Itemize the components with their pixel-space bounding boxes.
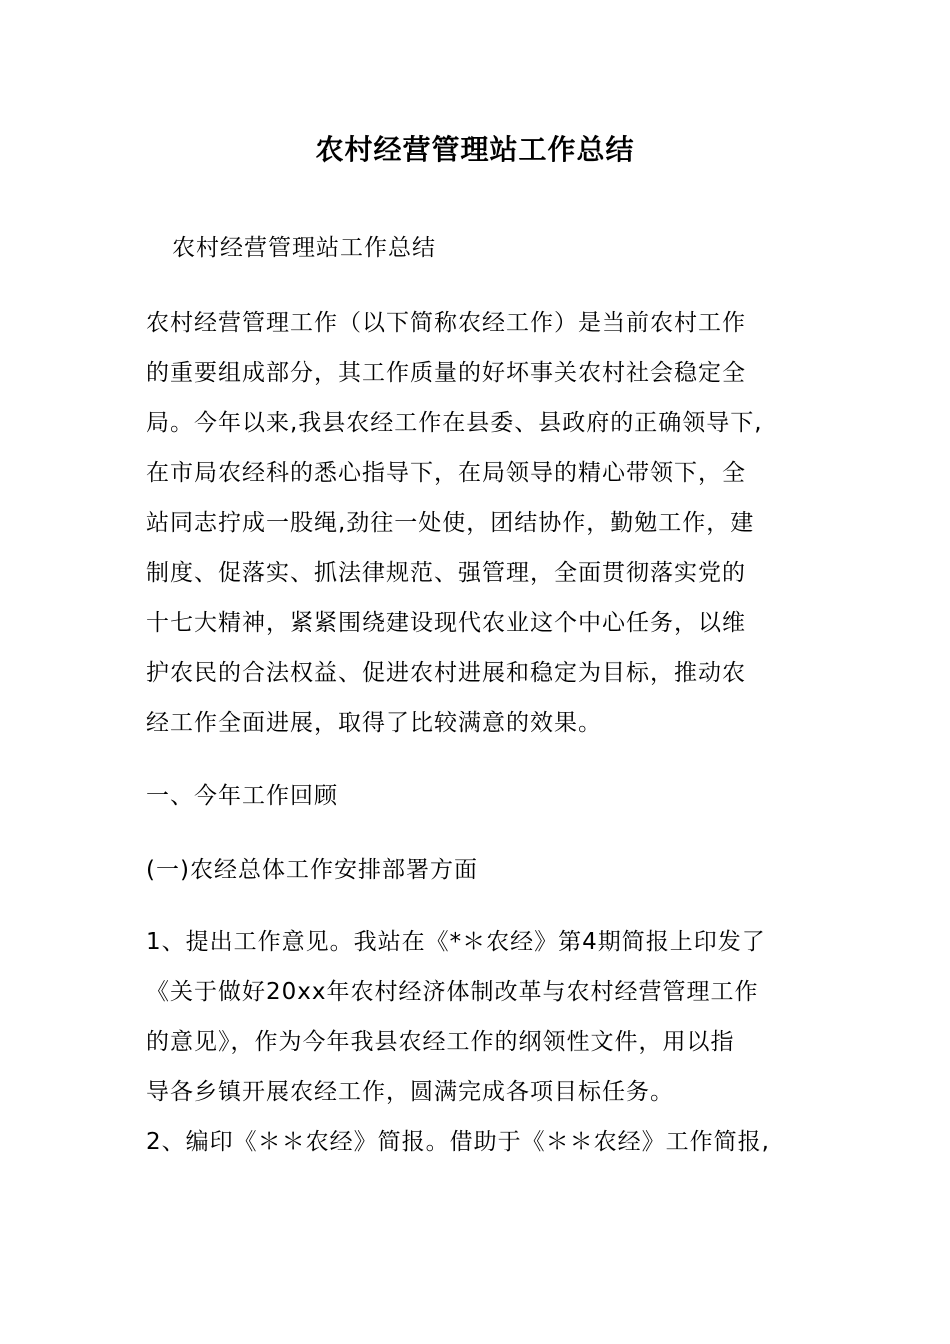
- section-heading: 一、今年工作回顾: [146, 783, 338, 809]
- paragraph-line: 经工作全面进展，取得了比较满意的效果。: [146, 710, 602, 736]
- paragraph-line: 护农民的合法权益、促进农村进展和稳定为目标，推动农: [146, 660, 746, 686]
- document-subtitle: 农村经营管理站工作总结: [172, 235, 436, 261]
- item-1-paragraph: [146, 917, 814, 1117]
- paragraph-line: 《关于做好20xx年农村经济体制改革与农村经营管理工作: [146, 979, 759, 1005]
- paragraph-line: 的重要组成部分，其工作质量的好坏事关农村社会稳定全: [146, 360, 746, 386]
- paragraph-line: 1、提出工作意见。我站在《*＊农经》第4期简报上印发了: [146, 929, 766, 955]
- paragraph-line: 农村经营管理工作（以下简称农经工作）是当前农村工作: [146, 310, 746, 336]
- intro-paragraph: [146, 298, 814, 748]
- paragraph-line: 导各乡镇开展农经工作，圆满完成各项目标任务。: [146, 1079, 674, 1105]
- paragraph-line: 制度、促落实、抓法律规范、强管理，全面贯彻落实党的: [146, 560, 746, 586]
- subsection-heading: (一)农经总体工作安排部署方面: [146, 857, 478, 883]
- item-2-paragraph: [146, 1117, 814, 1167]
- paragraph-line: 2、编印《＊＊农经》简报。借助于《＊＊农经》工作简报,: [146, 1129, 770, 1155]
- paragraph-line: 局。今年以来,我县农经工作在县委、县政府的正确领导下,: [146, 410, 763, 436]
- paragraph-line: 的意见》，作为今年我县农经工作的纲领性文件，用以指: [146, 1029, 735, 1055]
- document-title: 农村经营管理站工作总结: [315, 133, 635, 166]
- paragraph-line: 十七大精神，紧紧围绕建设现代农业这个中心任务，以维: [146, 610, 746, 636]
- paragraph-line: 在市局农经科的悉心指导下，在局领导的精心带领下，全: [146, 460, 746, 486]
- paragraph-line: 站同志拧成一股绳,劲往一处使，团结协作，勤勉工作，建: [146, 510, 755, 536]
